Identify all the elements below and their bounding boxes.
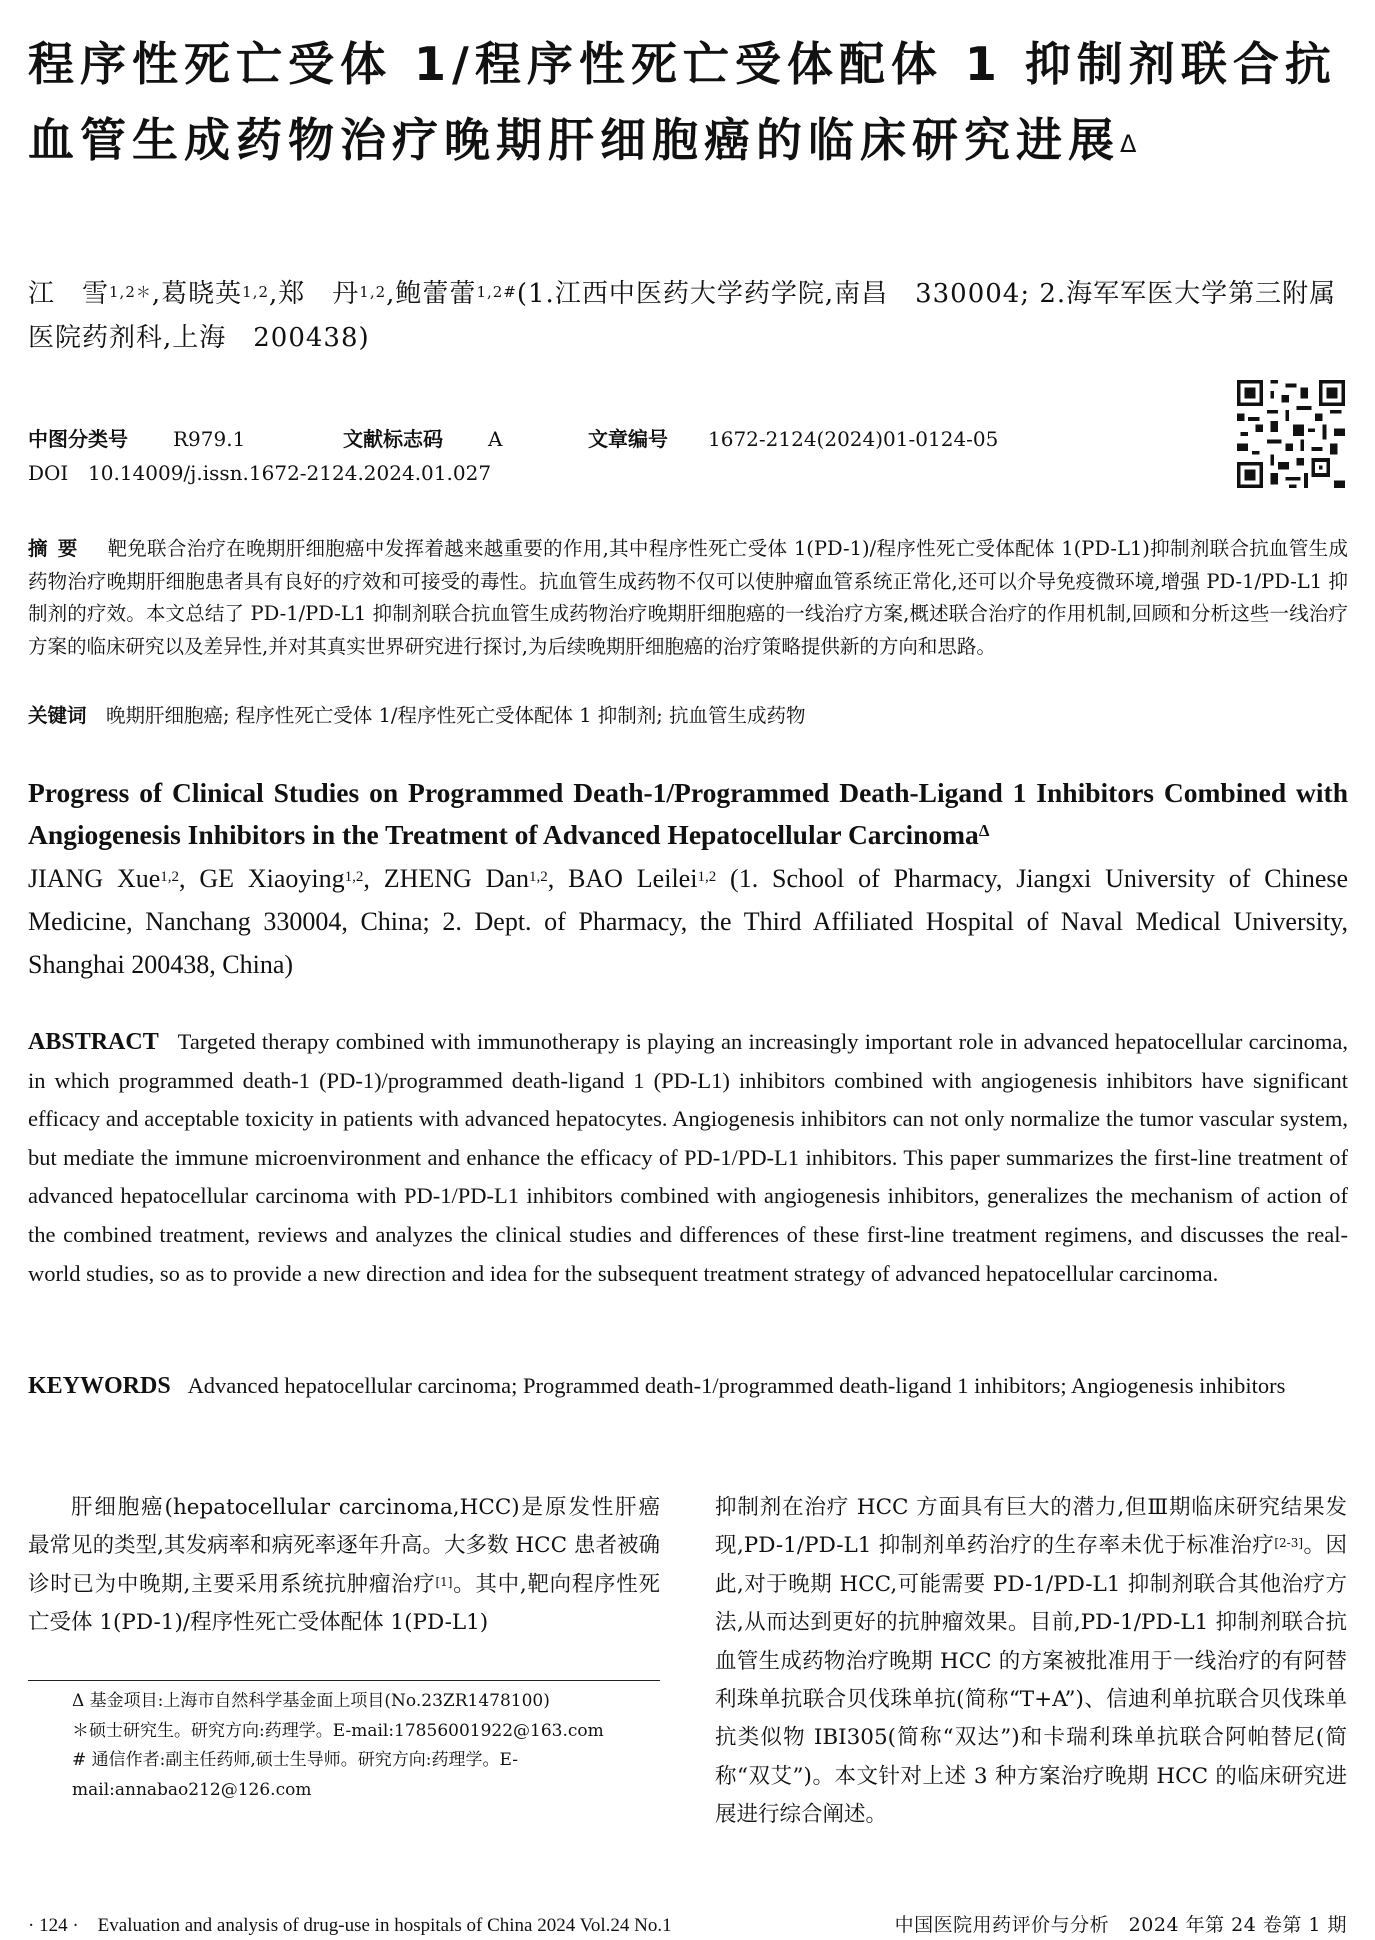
title-en-text: Progress of Clinical Studies on Programmed Death-1/Programmed Death-Ligand 1 Inhibitors Combined with Angiogenesis Inhibitors in the Treatment of Advanced Hepatocellular Carcinoma xyxy=(28,777,1348,850)
author-1: 江 雪 xyxy=(28,279,110,309)
footnote-corresponding: # 通信作者:副主任药师,硕士生导师。研究方向:药理学。E-mail:annabao212@126.com xyxy=(72,1750,518,1800)
doc-value: A xyxy=(488,427,503,451)
author-en-3-sup: 1,2 xyxy=(528,869,548,885)
clc-value: R979.1 xyxy=(173,427,246,451)
author-en-1: JIANG Xue xyxy=(28,864,161,893)
abstract-en-text: Targeted therapy combined with immunotherapy is playing an increasingly important role in advanced hepatocellular carcinoma, in which programmed death-1 (PD-1)/programmed death-ligand 1 (PD-L1) inhibitors combined with angiogenesis inhibitors have significant efficacy and acceptable toxicity in patients with advanced hepatocytes. Angiogenesis inhibitors can not only normalize the tumor vascular system, but mediate the immune microenvironment and enhance the efficacy of PD-1/PD-L1 inhibitors. This paper summarizes the first-line treatment of advanced hepatocellular carcinoma with PD-1/PD-L1 inhibitors combined with angiogenesis inhibitors, generalizes the mechanism of action of the combined treatment, reviews and analyzes the clinical studies and differences of these first-line treatment regimens, and discusses the real-world studies, so as to provide a new direction and idea for the subsequent treatment strategy of advanced hepatocellular carcinoma. xyxy=(28,1029,1348,1286)
doi-label: DOI xyxy=(28,461,69,485)
title-cn-text: 程序性死亡受体 1/程序性死亡受体配体 1 抑制剂联合抗血管生成药物治疗晚期肝细胞癌的临床研究进展 xyxy=(28,37,1337,167)
author-2-sup: 1,2 xyxy=(242,283,270,301)
title-cn-fund-mark: Δ xyxy=(1120,130,1143,158)
page-footer-left: · 124 · Evaluation and analysis of drug-use in hospitals of China 2024 Vol.24 No.1 xyxy=(28,1915,672,1936)
author-en-2-sup: 1,2 xyxy=(344,869,364,885)
keywords-en xyxy=(28,1367,1348,1405)
body-left-text-b: 。其中,靶向程序性死亡受体 1(PD-1)/程序性死亡受体配体 1(PD-L1) xyxy=(28,1571,660,1636)
doc-label: 文献标志码 xyxy=(343,427,443,451)
affiliation-en: (1. School of Pharmacy, Jiangxi University of Chinese Medicine, Nanchang 330004, China; 2. Dept. of Pharmacy, the Third Affiliated Hospital of Naval Medical University, Shanghai 200438, China) xyxy=(28,864,1349,979)
keywords-en-label: KEYWORDS xyxy=(28,1373,171,1399)
author-2: 葛晓英 xyxy=(161,279,243,309)
body-right-text-b: 。因此,对于晚期 HCC,可能需要 PD-1/PD-L1 抑制剂联合其他治疗方法,从而达到更好的抗肿瘤效果。目前,PD-1/PD-L1 抑制剂联合抗血管生成药物治疗晚期 HCC 的方案被批准用于一线治疗的有阿替利珠单抗联合贝伐珠单抗(简称“T+A”)、信迪利单抗联合贝伐珠单抗类似物 IBI305(简称“双达”)和卡瑞利珠单抗联合阿帕替尼(简称“双艾”)。本文针对上述 3 种方案治疗晚期 HCC 的临床研究进展进行综合阐述。 xyxy=(715,1533,1347,1828)
footnote-first-author: ＊硕士研究生。研究方向:药理学。E-mail:17856001922@163.com xyxy=(72,1720,604,1741)
body-right-text: 抑制剂在治疗 HCC 方面具有巨大的潜力,但Ⅲ期临床研究结果发现,PD-1/PD-L1 抑制剂单药治疗的生存率未优于标准治疗 xyxy=(715,1495,1347,1559)
art-label: 文章编号 xyxy=(588,427,668,451)
author-4: 鲍蕾蕾 xyxy=(395,279,477,309)
clc-label: 中图分类号 xyxy=(28,427,128,451)
affiliation-cn: (1.江西中医药大学药学院,南昌 330004; 2.海军军医大学第三附属医院药剂科,上海 200438) xyxy=(28,279,1337,353)
keywords-en-text: Advanced hepatocellular carcinoma; Programmed death-1/programmed death-ligand 1 inhibitors; Angiogenesis inhibitors xyxy=(187,1373,1286,1398)
author-3: 郑 丹 xyxy=(278,279,360,309)
keywords-cn xyxy=(28,700,1348,732)
author-en-4-sup: 1,2 xyxy=(697,869,717,885)
art-value: 1672-2124(2024)01-0124-05 xyxy=(708,427,999,451)
abstract-cn-label: 摘要 xyxy=(28,537,88,560)
author-4-sup: 1,2# xyxy=(476,283,517,301)
citation-2-3[interactable]: [2-3] xyxy=(1274,1536,1304,1551)
author-en-3: ZHENG Dan xyxy=(383,864,529,893)
author-en-1-sup: 1,2 xyxy=(160,869,180,885)
title-en xyxy=(28,772,1348,856)
author-en-4: BAO Leilei xyxy=(568,864,698,893)
article-meta xyxy=(28,422,998,490)
doi-value: 10.14009/j.issn.1672-2124.2024.01.027 xyxy=(88,461,492,485)
title-cn xyxy=(28,26,1348,178)
keywords-cn-label: 关键词 xyxy=(28,704,87,727)
footnotes xyxy=(28,1687,660,1805)
title-en-fund-mark: Δ xyxy=(978,821,990,840)
author-1-sup: 1,2＊ xyxy=(109,283,152,301)
author-3-sup: 1,2 xyxy=(359,283,387,301)
authors-cn: 江 雪$^{1,2*}$,葛晓英$^{1,2}$,郑 丹$^{1,2}$,鲍蕾蕾$^{1,2\#}$(1.江西中医药大学药学院,南昌 330004; 2.海军军医大学第三附属医院药剂科,上海 200438) xyxy=(28,279,1337,353)
page-footer-right: 中国医院用药评价与分析 2024 年第 24 卷第 1 期 xyxy=(894,1914,1347,1936)
footnote-rule xyxy=(28,1680,660,1681)
abstract-en xyxy=(28,1023,1348,1293)
citation-1[interactable]: [1] xyxy=(435,1574,453,1589)
qr-code-icon xyxy=(1237,380,1345,488)
authors-en: JIANG Xue$^{1,2}$, GE Xiaoying$^{1,2}$, ZHENG Dan$^{1,2}$, BAO Leilei$^{1,2}$ (1. School of Pharmacy, Jiangxi University of Chinese Medicine, Nanchang 330004, China; 2. Dept. of Pharmacy, the Third Affiliated Hospital of Naval Medical University, Shanghai 200438, China) xyxy=(28,864,1349,979)
keywords-cn-text: 晚期肝细胞癌; 程序性死亡受体 1/程序性死亡受体配体 1 抑制剂; 抗血管生成药物 xyxy=(106,704,806,727)
abstract-en-label: ABSTRACT xyxy=(28,1029,159,1055)
body-left-text: 肝细胞癌(hepatocellular carcinoma,HCC)是原发性肝癌最常见的类型,其发病率和病死率逐年升高。大多数 HCC 患者被确诊时已为中晚期,主要采用系统抗肿瘤治疗 xyxy=(28,1495,660,1597)
footnote-fund: Δ 基金项目:上海市自然科学基金面上项目(No.23ZR1478100) xyxy=(72,1691,550,1711)
body-column-left xyxy=(28,1489,660,1643)
author-en-2: GE Xiaoying xyxy=(199,864,345,893)
body-column-right xyxy=(715,1489,1347,1835)
abstract-cn-text: 靶免联合治疗在晚期肝细胞癌中发挥着越来越重要的作用,其中程序性死亡受体 1(PD-1)/程序性死亡受体配体 1(PD-L1)抑制剂联合抗血管生成药物治疗晚期肝细胞患者具有良好的疗效和可接受的毒性。抗血管生成药物不仅可以使肿瘤血管系统正常化,还可以介导免疫微环境,增强 PD-1/PD-L1 抑制剂的疗效。本文总结了 PD-1/PD-L1 抑制剂联合抗血管生成药物治疗晚期肝细胞癌的一线治疗方案,概述联合治疗的作用机制,回顾和分析这些一线治疗方案的临床研究以及差异性,并对其真实世界研究进行探讨,为后续晚期肝细胞癌的治疗策略提供新的方向和思路。 xyxy=(28,537,1348,658)
abstract-cn xyxy=(28,533,1348,663)
